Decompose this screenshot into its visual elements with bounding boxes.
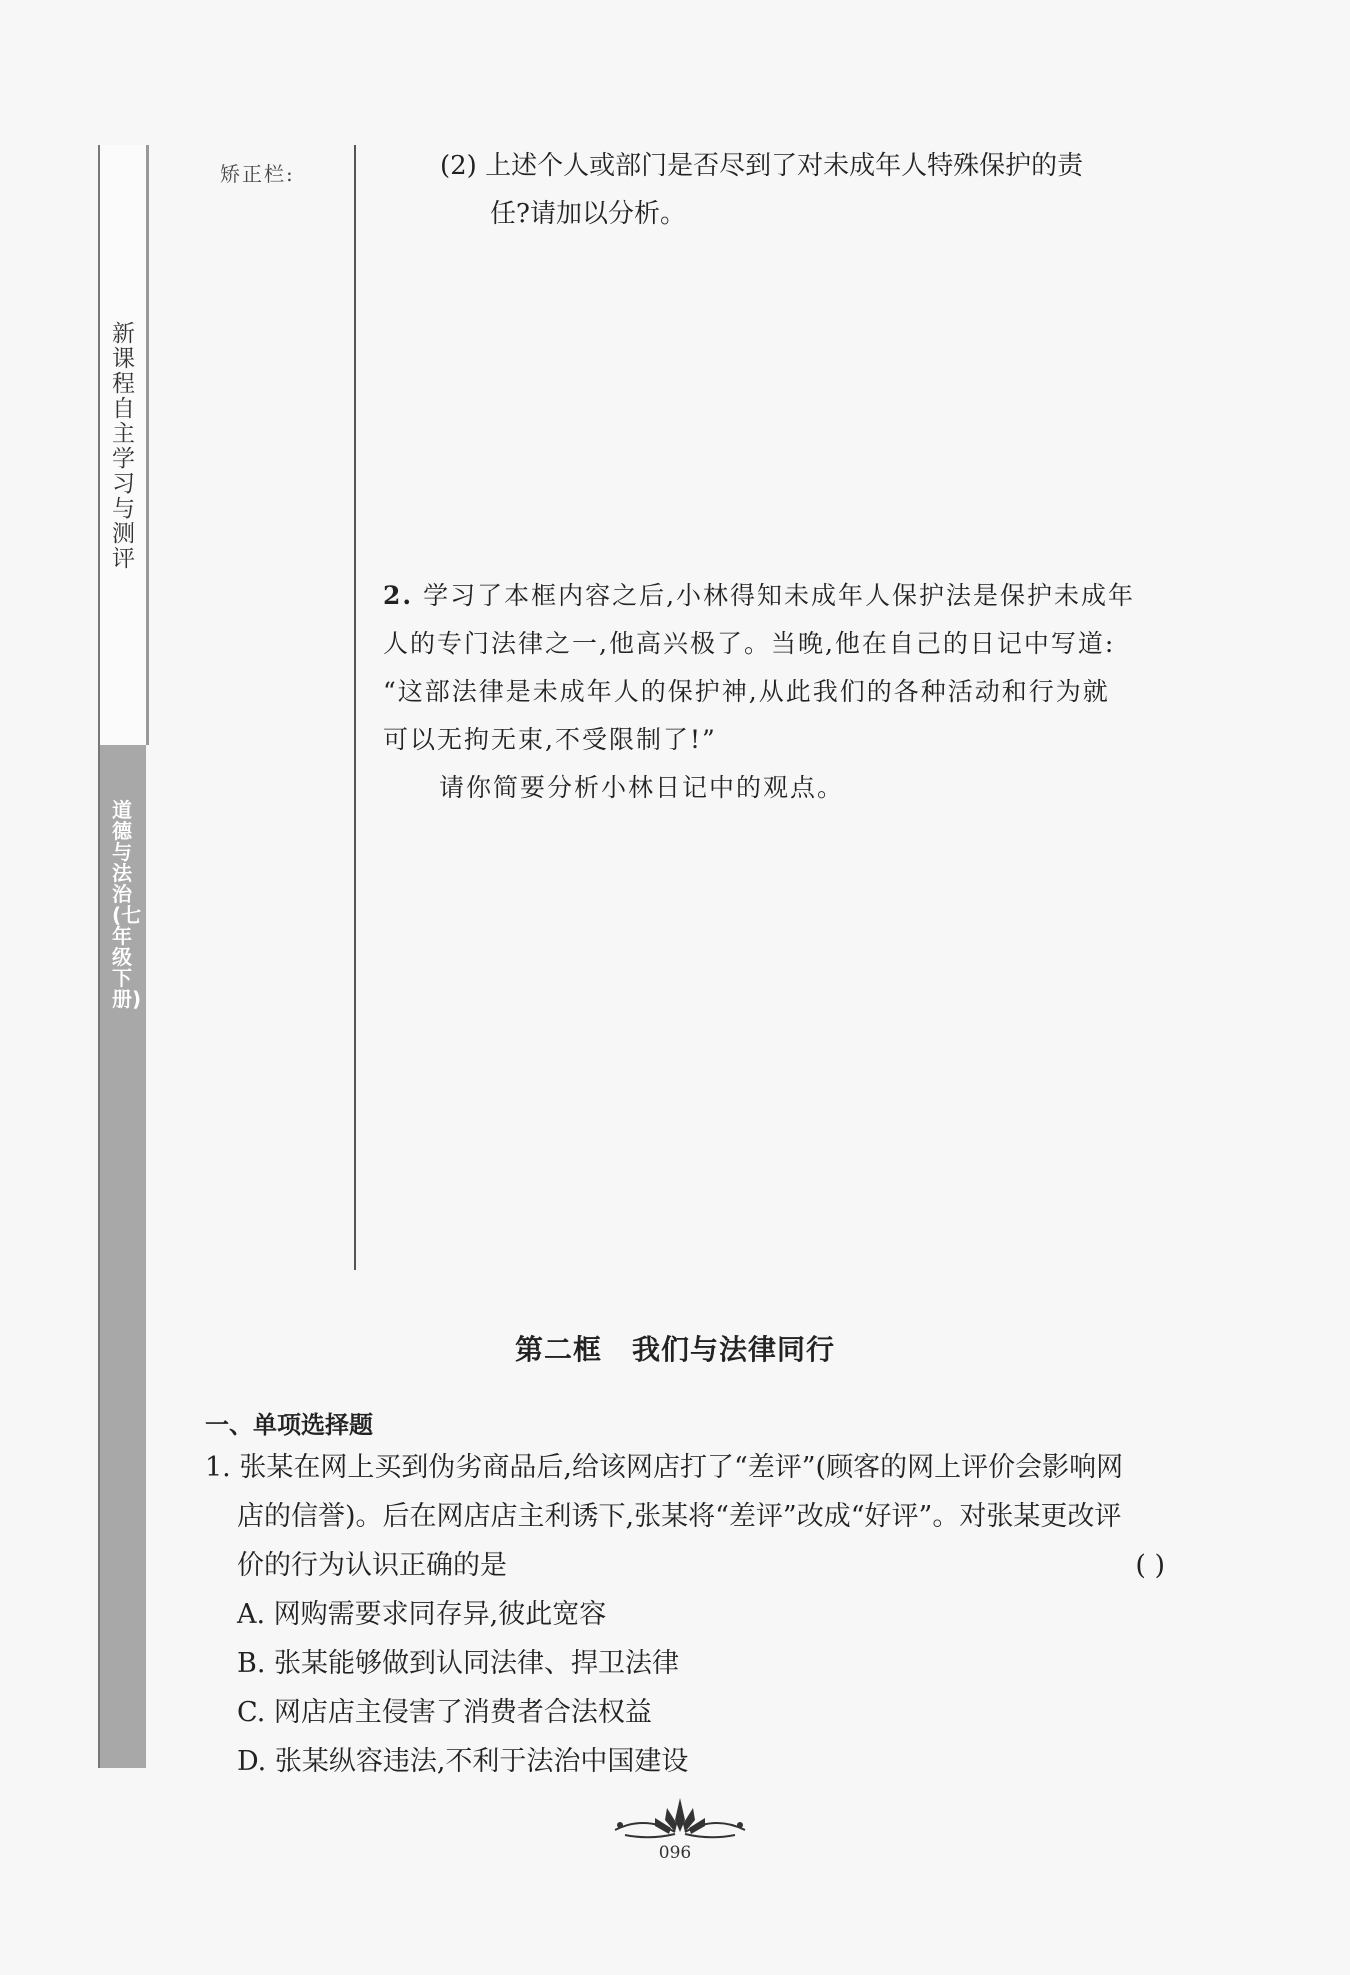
question-line: 人的专门法律之一,他高兴极了。当晚,他在自己的日记中写道: — [383, 629, 1116, 658]
correction-column-divider — [354, 145, 356, 1270]
floral-ornament-icon — [605, 1790, 755, 1850]
mcq-question-1 — [205, 1443, 1165, 1786]
mcq-line — [205, 1541, 1165, 1590]
option-b: B. 张某能够做到认同法律、捍卫法律 — [237, 1648, 680, 1679]
series-title: 新课程自主学习与测评 — [112, 321, 135, 572]
subject-title: 道德与法治(七年级下册) — [112, 798, 142, 1011]
question-line: (2) 上述个人或部门是否尽到了对未成年人特殊保护的责 — [440, 151, 1084, 181]
mcq-text: 价的行为认识正确的是 — [237, 1550, 507, 1581]
page-number: 096 — [658, 1843, 692, 1863]
question-line — [383, 572, 1163, 620]
section-frame: 第二框 — [514, 1333, 602, 1366]
question-part-2 — [440, 142, 1160, 238]
mcq-line: 店的信誉)。后在网店店主利诱下,张某将“差评”改成“好评”。对张某更改评 — [237, 1501, 1122, 1532]
answer-blank: ( ) — [1135, 1550, 1165, 1581]
section-title — [0, 1328, 1350, 1368]
question-line: “这部法律是未成年人的保护神,从此我们的各种活动和行为就 — [383, 677, 1110, 706]
mcq-text: 张某在网上买到伪劣商品后,给该网店打了“差评”(顾客的网上评价会影响网 — [239, 1452, 1124, 1483]
part-title: 一、单项选择题 — [205, 1411, 373, 1439]
correction-column-label: 矫正栏: — [220, 162, 295, 186]
mcq-line — [205, 1443, 1165, 1492]
question-prompt: 请你简要分析小林日记中的观点。 — [439, 773, 845, 802]
question-line: 可以无拘无束,不受限制了!” — [383, 725, 717, 754]
option-c: C. 网店店主侵害了消费者合法权益 — [237, 1697, 652, 1728]
question-number: 2. — [383, 581, 414, 610]
question-text: 学习了本框内容之后,小林得知未成年人保护法是保护未成年 — [423, 581, 1136, 610]
mcq-number: 1. — [205, 1452, 231, 1483]
section-name: 我们与法律同行 — [632, 1333, 836, 1366]
option-a: A. 网购需要求同存异,彼此宽容 — [237, 1599, 607, 1630]
question-2 — [383, 572, 1163, 812]
question-line: 任?请加以分析。 — [490, 199, 686, 229]
option-d: D. 张某纵容违法,不利于法治中国建设 — [237, 1746, 689, 1777]
